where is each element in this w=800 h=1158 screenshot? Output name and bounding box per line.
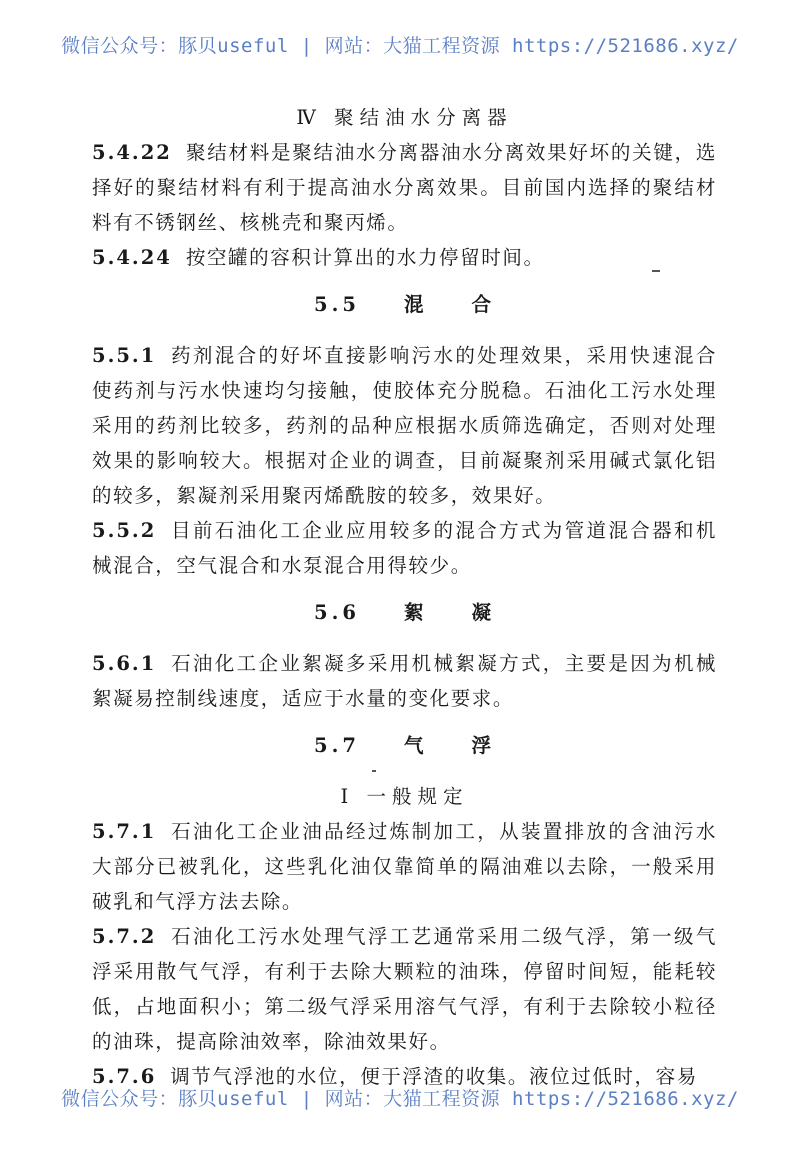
clause-number: 5.6.1	[92, 652, 157, 675]
section-heading-5-6	[92, 595, 717, 630]
clause-5-7-1	[92, 814, 717, 919]
scan-speck	[372, 770, 376, 772]
section-number: 5.6	[314, 601, 360, 624]
clause-5-6-1	[92, 646, 717, 716]
section-heading-5-5	[92, 287, 717, 322]
clause-number: 5.7.1	[92, 820, 157, 843]
document-body	[92, 100, 717, 1094]
clause-5-4-22	[92, 135, 717, 240]
section-title-char: 絮	[403, 601, 428, 624]
section-title-char: 凝	[471, 601, 495, 624]
subsection-heading-iv: Ⅳ 聚结油水分离器	[296, 106, 513, 129]
subsection-heading-i: Ⅰ 一般规定	[340, 785, 469, 808]
clause-text: 石油化工企业油品经过炼制加工，从装置排放的含油污水大部分已被乳化，这些乳化油仅靠简单的隔油难以去除，一般采用破乳和气浮方法去除。	[92, 820, 717, 913]
clause-text: 聚结材料是聚结油水分离器油水分离效果好坏的关键，选择好的聚结材料有利于提高油水分离效果。目前国内选择的聚结材料有不锈钢丝、核桃壳和聚丙烯。	[92, 141, 717, 234]
clause-text: 目前石油化工企业应用较多的混合方式为管道混合器和机械混合，空气混合和水泵混合用得较少。	[92, 519, 717, 577]
clause-5-7-2	[92, 919, 717, 1059]
clause-number: 5.7.6	[92, 1065, 157, 1088]
clause-text: 石油化工污水处理气浮工艺通常采用二级气浮，第一级气浮采用散气气浮，有利于去除大颗粒的油珠，停留时间短，能耗较低，占地面积小；第二级气浮采用溶气气浮，有利于去除较小粒径的油珠，提高除油效率，除油效果好。	[92, 925, 717, 1053]
clause-text: 药剂混合的好坏直接影响污水的处理效果，采用快速混合使药剂与污水快速均匀接触，使胶体充分脱稳。石油化工污水处理采用的药剂比较多，药剂的品种应根据水质筛选确定，否则对处理效果的影响较大。根据对企业的调查，目前凝聚剂采用碱式氯化铝的较多，絮凝剂采用聚丙烯酰胺的较多，效果好。	[92, 344, 717, 507]
section-title-char: 混	[403, 293, 428, 316]
section-title-char: 浮	[471, 734, 495, 757]
clause-5-5-1	[92, 338, 717, 513]
scan-speck	[652, 270, 660, 272]
clause-number: 5.5.1	[92, 344, 157, 367]
clause-5-4-24	[92, 240, 717, 275]
clause-number: 5.4.24	[92, 246, 172, 269]
section-title-char: 合	[471, 293, 495, 316]
clause-number: 5.4.22	[92, 141, 172, 164]
section-number: 5.7	[314, 734, 360, 757]
clause-number: 5.5.2	[92, 519, 157, 542]
clause-text: 按空罐的容积计算出的水力停留时间。	[185, 246, 545, 269]
clause-number: 5.7.2	[92, 925, 157, 948]
clause-5-5-2	[92, 513, 717, 583]
clause-text: 调节气浮池的水位，便于浮渣的收集。液位过低时，容易	[170, 1065, 698, 1088]
clause-text: 石油化工企业絮凝多采用机械絮凝方式，主要是因为机械絮凝易控制线速度，适应于水量的变化要求。	[92, 652, 717, 710]
section-title-char: 气	[403, 734, 428, 757]
watermark-top: 微信公众号：豚贝useful | 网站：大猫工程资源 https://521686.xyz/	[61, 35, 739, 57]
section-heading-5-7	[92, 728, 717, 763]
watermark-bottom: 微信公众号：豚贝useful | 网站：大猫工程资源 https://521686.xyz/	[61, 1088, 739, 1110]
section-number: 5.5	[314, 293, 360, 316]
